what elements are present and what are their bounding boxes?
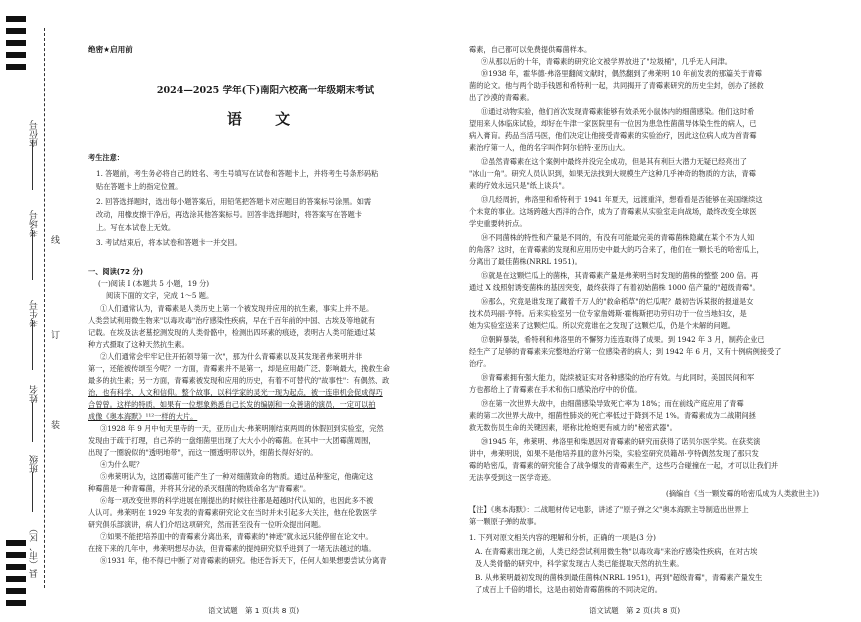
passage-line: 出现了一圈貌似的"透明地带"，而这一圈透明带以外，细菌长得好好的。 <box>88 448 318 457</box>
page-2 <box>469 0 829 622</box>
passage-line: 合曾曾。这样的特质，如果有一位想象熟悉自己长发的编剧和一众善诸的演员，一定可以拍 <box>88 400 376 409</box>
notice-line: 2. 回答选择题时，选出每小题答案后，用铅笔把答题卡对应题目的答案标号涂黑。如需 <box>96 197 372 206</box>
candidate-number-blank[interactable] <box>32 320 34 370</box>
exam-room-blank[interactable] <box>32 230 34 280</box>
passage-line: 分离出了最佳菌株(NRRL 1951)。 <box>469 257 582 266</box>
passage-line: ⑳1945 年，弗莱明、弗洛里和柴恩因对青霉素的研究而获得了诺贝尔医学奖。在获奖演 <box>481 437 761 446</box>
passage-line: 素的第二次世界大战中，细菌性肺炎的死亡率低过于降到不足 1%。青霉素成为二战期间拯 <box>469 411 756 420</box>
exam-title: 2024—2025 学年(下)南阳六校高一年级期末考试 <box>156 85 375 96</box>
passage-line: "冰山一角"。研究人员认识到，如果无法找到大规模生产这种几乎神奇的物质的方法，青霉 <box>469 169 756 178</box>
seat-number-blank[interactable] <box>32 140 34 190</box>
passage-line: ⑦如果不能把培养皿中的青霉素分离出来，青霉素的"神迹"就永远只能停留在论文中。 <box>100 532 373 541</box>
passage-line: ⑮就是在这颗烂瓜上的菌株，其青霉素产量是弗莱明当时发现的菌株的整整 200 倍。再 <box>481 271 759 280</box>
exam-room-label: 考场号 <box>30 210 40 237</box>
candidate-number-label: 考生号 <box>30 300 40 327</box>
passage-line: 研究俱乐部演讲，病人们介绍这项研究，然而甚至没有一位听众提出问题。 <box>88 520 326 529</box>
passage-line: 方也都给上了青霉素在手术和伤口感染治疗中的价值。 <box>469 385 642 394</box>
passage-line: ⑤弗莱明认为，这团霉菌可能产生了一种对细菌致命的物质。通过品种鉴定，他确定这 <box>100 472 374 481</box>
passage-line: 在接下来的几年中，弗莱明想尽办法，但青霉素的提纯研究似乎进到了一堵无法越过的墙。 <box>88 544 376 553</box>
notice-line: 贴在答题卡上的指定位置。 <box>96 182 183 191</box>
passage-line: 讲中，弗莱明说，如果不是他培养皿的意外污染，实验室研究员籍昂·亨特偶然发现了那只发 <box>469 449 759 458</box>
passage-line: 种方式摄取了这种天然抗生素。 <box>88 340 189 349</box>
name-blank[interactable] <box>32 402 34 442</box>
passage-line: ⑨从那以后的十年，青霉素的研究论文被学界放进了"垃圾桶"，几乎无人问津。 <box>481 57 732 66</box>
binding-mark-bind: 装 <box>49 420 59 429</box>
binding-stripe <box>6 576 26 582</box>
note-line: 第一颗原子弹的故事。 <box>469 517 541 526</box>
binding-stripe <box>6 28 26 34</box>
binding-mark-staple: 订 <box>49 330 59 339</box>
instruction: 阅读下面的文字，完成 1～5 题。 <box>106 291 214 300</box>
passage-line: 病入膏肓。药品当活马医，他们决定让他接受青霉素的实验治疗，因此这位病人成为首青霉 <box>469 131 757 140</box>
binding-stripe <box>6 16 26 22</box>
passage-line: 成像《奥本海默》¹¹²一样的大片。 <box>88 412 198 421</box>
passage-line: ⑯那么，究竟是谁发现了藏着千万人的"救命稻草"的烂瓜呢？最初告诉某报的报道是女 <box>481 297 754 306</box>
passage-line: ⑬几经周折，弗洛里和希特利于 1941 年夏天，远渡重洋，想看看是否能够在美国继续这 <box>481 195 763 204</box>
binding-stripe <box>6 588 26 594</box>
binding-margin <box>0 0 62 622</box>
secret-label: 绝密★启用前 <box>88 45 133 54</box>
binding-stripe <box>6 52 26 58</box>
option-line: B. 从弗莱明最初发现的菌株到最佳菌株(NRRL 1951)，再到"超级青霉"，青霉素产量发生 <box>475 573 763 582</box>
binding-stripe <box>6 600 26 606</box>
passage-line: 救无数伤员生命的关键因素，堪称比枪炮更有威力的"秘密武器"。 <box>469 423 677 432</box>
passage-line: 素的疗效永远只是"纸上谈兵"。 <box>469 181 570 190</box>
passage-line: 出了沙漠的青霉素。 <box>469 93 534 102</box>
page-footer: 语文试题 第 1 页(共 8 页) <box>208 606 300 615</box>
passage-line: ②人们通常会牢牢记住开拓领导第一次"，那为什么青霉素以及其发现者弗莱明并非 <box>100 352 363 361</box>
passage-line: ⑪通过动物实验，他们首次发现青霉素能够有效杀死小鼠体内的细菌感染。他们这时希 <box>481 107 755 116</box>
option-line: 及人类骨骼的研究中，科学家发现古人类已能提取天然的抗生素。 <box>475 559 684 568</box>
passage-line: 发现由于疏于打理，自己养的一盘细菌里出现了大大小小的霉菌。在其中一大团霉菌周围， <box>88 436 376 445</box>
passage-line: 的角落？这时，在青霉素的发现和应用历史中最大的巧合来了，他们在一颗长毛的哈密瓜上， <box>469 245 764 254</box>
passage-line: 个未竟的事业。这场跨越大西洋的合作，成为了青霉素从实验室走向战场，最终改变全球医 <box>469 207 757 216</box>
binding-stripe <box>6 540 26 546</box>
passage-line: 通过 X 线照射诱变菌株的基因突变，最终获得了有着初始菌株 1000 倍产量的"超级青霉"。 <box>469 283 760 292</box>
passage-line: ④为什么呢？ <box>100 460 144 469</box>
passage-line: ⑰朝鲜暴装，希特利和弗洛里的不懈努力连连取得了成果。到 1942 年 3 月，制药企业已 <box>481 335 765 344</box>
passage-line: 最多的抗生素；另一方面，青霉素被发现和应用的历史，有着不可替代的"故事性"：有偶然、政 <box>88 376 390 385</box>
passage-line: 菌的论文。他与两个助手钱恩和希特利一起，共同揭开了青霉素研究的历史尘封，创办了拯救 <box>469 81 764 90</box>
passage-line: 霉的哈密瓜，青霉素的研究能合了战争爆发的青霉素生产，这些巧合碰撞在一起，才可以让我们并 <box>469 461 779 470</box>
option-line: 了成百上千倍的增长，这是由初始青霉菌株的不同决定的。 <box>475 585 662 594</box>
notice-line: 1. 答题前，考生务必将自己的姓名、考生号填写在试卷和答题卡上，并将考生号条形码粘 <box>96 169 379 178</box>
passage-line: 她为实验室送来了这颗烂瓜。所以究竟谁在之发现了这颗烂瓜，仍是个未解的问题。 <box>469 321 735 330</box>
passage-line: ⑥每一项改变世界的科学进展在刚提出的时候往往都是超越时代认知的，也因此多不被 <box>100 496 374 505</box>
county-label: 县（市、区） <box>30 524 40 578</box>
seat-number-label: 座位号 <box>30 120 40 147</box>
passage-line: 人认可。弗莱明在 1929 年发表的青霉素研究论文在当时并未引起多大关注，他在伦敦医学 <box>88 508 377 517</box>
passage-line: 记载。在埃及法老墓挖测发现的人类骨骼中，检测出四环素的痕迹，表明古人类可能通过某 <box>88 328 376 337</box>
passage-line: 治，也有科学、人文和信仰。整个故事，以科学家的灵光一现为起点，被一连串机会促成得巧 <box>88 388 383 397</box>
page-footer: 语文试题 第 2 页(共 8 页) <box>589 606 681 615</box>
passage-line: ⑫虽然青霉素在这个案例中最终并没完全成功，但是其有利巨大潜力无疑已经亮出了 <box>481 157 747 166</box>
passage-line: ⑱青霉素拥有强大能力，陆续被证实对各种感染的治疗有效。与此同时，美国民间和军 <box>481 373 755 382</box>
passage-line: 种霉菌是一种青霉菌，并将其分泌的杀灭细菌的物质命名为"青霉素"。 <box>88 484 311 493</box>
passage-line: 人类尝试利用微生物来"以毒攻毒"治疗感染性疾病，早在千百年前的中国、古埃及等地就有 <box>88 316 375 325</box>
note-line: 【注】《奥本海默》：二战题材传记电影，讲述了"原子弹之父"奥本海默主导制造出世界上 <box>469 505 749 514</box>
section-heading: 一、阅读(72 分) <box>88 267 144 276</box>
notice-line: 上。写在本试卷上无效。 <box>96 223 176 232</box>
name-label: 姓名 <box>30 385 40 403</box>
binding-stripe <box>6 64 26 70</box>
passage-line: 第一，还能被传颂至今呢？一方面，青霉素并不是第一，却是应用最广泛、影响最大，挽救生命 <box>88 364 390 373</box>
passage-line: 技术员玛丽·亨特。后来实验室另一位专家詹姆斯·霍梅斯把功劳归功于一位当地妇女，是 <box>469 309 747 318</box>
passage-line: 无法享受到这一医学奇迹。 <box>469 473 556 482</box>
binding-stripe <box>6 40 26 46</box>
subject-title: 语 文 <box>226 110 305 128</box>
notice-line: 3. 考试结束后，将本试卷和答题卡一并交回。 <box>96 238 242 247</box>
passage-line: 经生产了足够的青霉素来完整地治疗第一位感染者的病人；到 1942 年 6 月，又有十例病例接受了 <box>469 347 782 356</box>
passage-line: ⑲在第一次世界大战中，由细菌感染导致死亡率为 18%；而在前线产庭应用了青霉 <box>481 399 744 408</box>
passage-line: ⑩1938 年，霍华德·弗洛里翻阅文献时，偶然翻到了弗莱明 10 年前发表的那篇关于青霉 <box>481 69 762 78</box>
page-1 <box>88 0 443 622</box>
passage-line: 学史重要转折点。 <box>469 219 527 228</box>
question-1: 1. 下列对原文相关内容的理解和分析，正确的一项是(3 分) <box>469 533 656 542</box>
class-label: 班级 <box>30 455 40 473</box>
passage-line: 素治疗第一人，他的名字叫作阿尔伯特·亚历山大。 <box>469 143 630 152</box>
binding-mark-line: 线 <box>49 235 59 244</box>
class-blank[interactable] <box>32 472 34 512</box>
notice-line: 改动，用橡皮擦干净后，再选涂其他答案标号。回答非选择题时，将答案写在答题卡 <box>96 210 362 219</box>
binding-stripe <box>6 552 26 558</box>
passage-line: 霉素，自己都可以免费提供霉菌样本。 <box>469 45 592 54</box>
passage-line: 望用来人体临床试验，却好在牛津一家医院里有一位因为患急性菌菌导体染生性的病人，已 <box>469 119 757 128</box>
notice-title: 考生注意： <box>88 153 124 162</box>
subsection-heading: (一)阅读 I (本题共 5 小题，19 分) <box>98 279 210 288</box>
passage-line: ⑧1931 年，他不得已中断了对青霉素的研究。他还告诉天下，任何人如果想要尝试分离青 <box>100 556 387 565</box>
passage-line: ①人们通常认为，青霉素是人类历史上第一个被发现并应用的抗生素，事实上并不是。 <box>100 304 374 313</box>
option-line: A. 在青霉素出现之前，人类已经尝试利用微生物"以毒攻毒"来治疗感染性疾病，在对古埃 <box>475 547 758 556</box>
binding-stripe <box>6 564 26 570</box>
passage-line: ⑭不同菌株的特性和产量是不同的，有没有可能最完美的青霉菌株隐藏在某个不为人知 <box>481 233 755 242</box>
binding-dashed-line <box>44 28 46 588</box>
source-citation: (摘编自《当一颗发霉的哈密瓜成为人类救世主》) <box>666 489 819 498</box>
passage-line: 治疗。 <box>469 359 491 368</box>
passage-line: ③1928 年 9 月中旬天里寺的一天，亚历山大·弗莱明刚结束两周的休假回到实验室，完然 <box>100 424 384 433</box>
